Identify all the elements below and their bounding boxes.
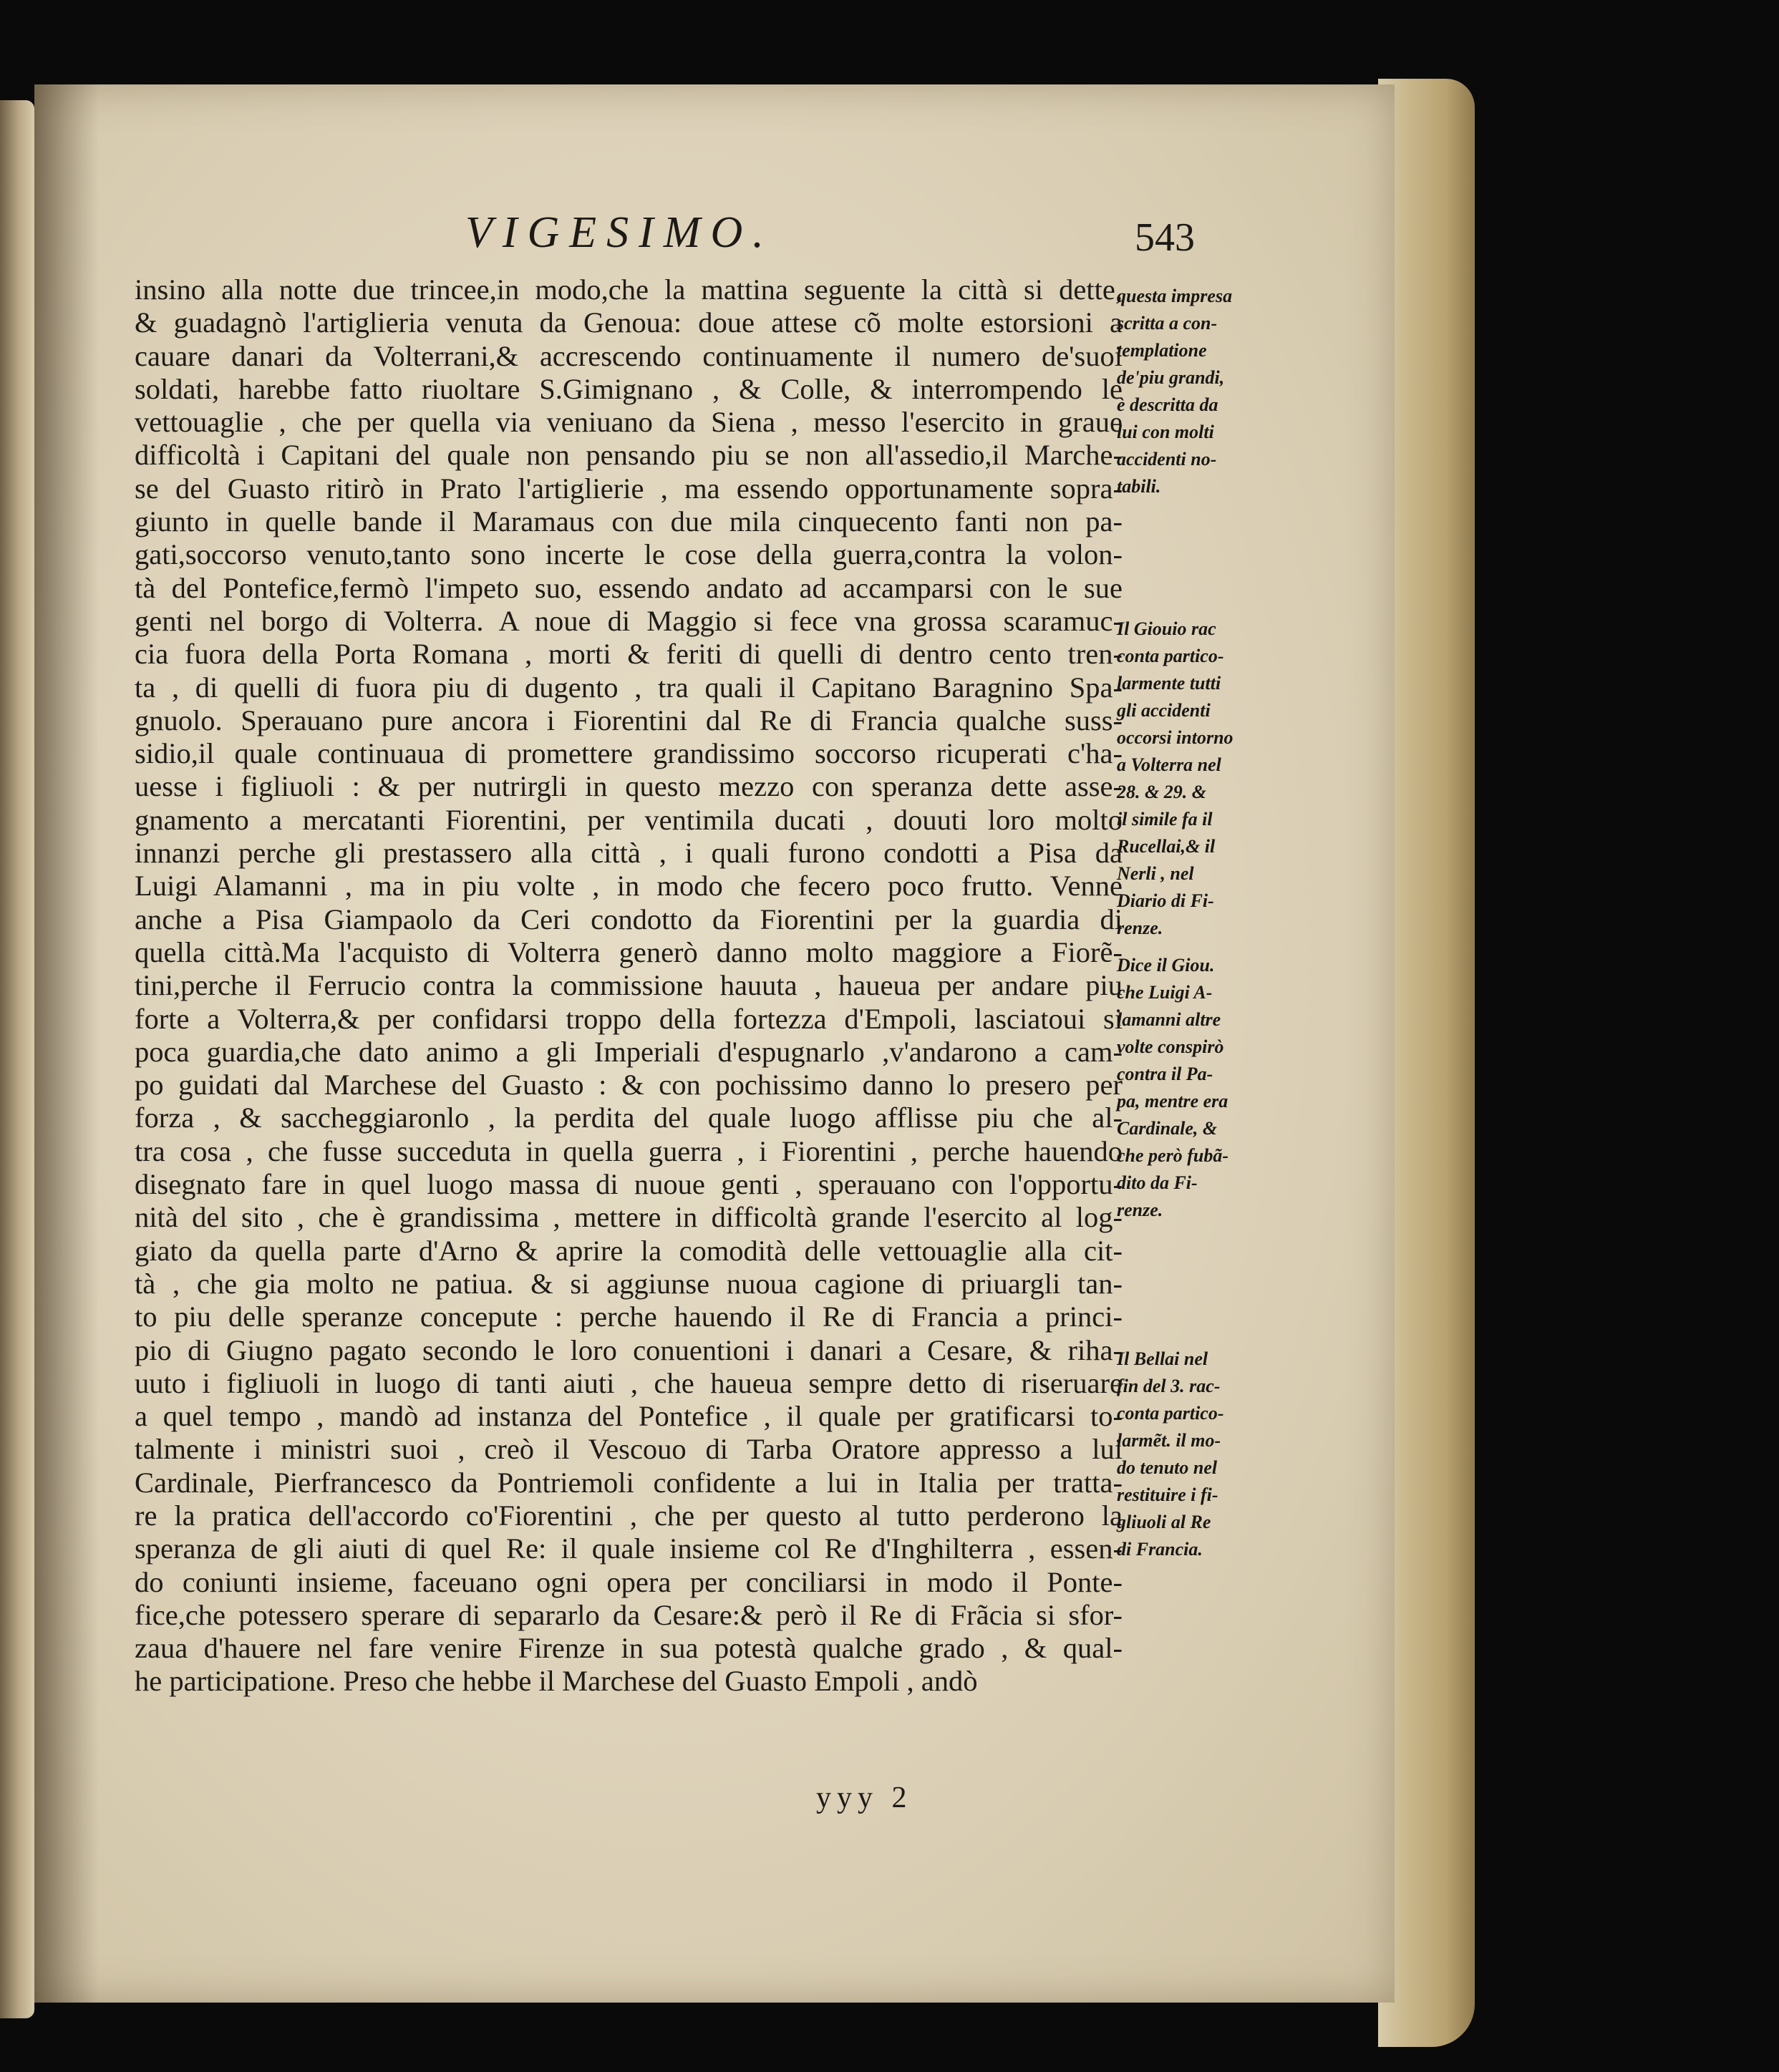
text-line: sidio,il quale continuaua di promettere grandissimo soccorso ricuperati c'ha- — [135, 737, 1123, 770]
text-line: anche a Pisa Giampaolo da Ceri condotto da Fiorentini per la guardia di — [135, 903, 1123, 935]
margin-note-line: il simile fa il — [1117, 809, 1213, 830]
margin-note-line: fin del 3. rac- — [1117, 1376, 1221, 1396]
margin-note-line: scritta a con- — [1117, 313, 1218, 334]
text-line: po guidati dal Marchese del Guasto : & con pochissimo danno lo presero per — [135, 1069, 1123, 1101]
margin-note-line: gli accidenti — [1117, 700, 1211, 721]
text-line: do coniunti insieme, faceuano ogni opera per conciliarsi in modo il Ponte- — [135, 1565, 1123, 1598]
margin-note-line: templatione — [1117, 340, 1207, 361]
margin-note-line: renze. — [1117, 918, 1163, 938]
text-line: fice,che potessero sperare di separarlo da Cesare:& però il Re di Frãcia si sfor- — [135, 1598, 1123, 1631]
text-line: soldati, harebbe fatto riuoltare S.Gimignano , & Colle, & interrompendo le — [135, 372, 1123, 405]
text-line: re la pratica dell'accordo co'Fiorentini , che per questo al tutto perderono la — [135, 1499, 1123, 1532]
text-line: uesse i figliuoli : & per nutrirgli in questo mezzo con speranza dette asse- — [135, 770, 1123, 803]
margin-note-line: è descritta da — [1117, 394, 1218, 415]
text-line: uuto i figliuoli in luogo di tanti aiuti , che haueua sempre detto di riseruare — [135, 1366, 1123, 1399]
text-line: gnamento a mercatanti Fiorentini, per ventimila ducati , douuti loro molto — [135, 803, 1123, 836]
margin-note — [1117, 1346, 1264, 1563]
margin-note-line: che Luigi A- — [1117, 982, 1213, 1003]
margin-note-line: gliuoli al Re — [1117, 1512, 1211, 1532]
gutter-shadow — [34, 84, 99, 2003]
text-line: tini,perche il Ferrucio contra la commissione hauuta , haueua per andare piu — [135, 969, 1123, 1002]
margin-note-line: larmente tutti — [1117, 673, 1221, 694]
margin-note-line: conta partico- — [1117, 1403, 1224, 1424]
text-line: nità del sito , che è grandissima , mettere in difficoltà grande l'esercito al log- — [135, 1201, 1123, 1234]
text-line: giunto in quelle bande il Maramaus con due mila cinquecento fanti non pa- — [135, 505, 1123, 538]
text-line: tà , che gia molto ne patiua. & si aggiunse nuoua cagione di priuargli tan- — [135, 1267, 1123, 1300]
text-line: pio di Giugno pagato secondo le loro conuentioni i danari a Cesare, & riha- — [135, 1333, 1123, 1366]
margin-note-line: lamanni altre — [1117, 1009, 1221, 1030]
body-text — [135, 273, 1123, 1698]
text-line: vettouaglie , che per quella via veniuano da Siena , messo l'esercito in graue — [135, 406, 1123, 439]
text-line: difficoltà i Capitani del quale non pensando piu se non all'assedio,il Marche- — [135, 439, 1123, 472]
margin-note-line: volte conspirò — [1117, 1036, 1224, 1057]
page-number: 543 — [1135, 215, 1195, 260]
text-line: speranza de gli aiuti di quel Re: il quale insieme col Re d'Inghilterra , essen- — [135, 1532, 1123, 1565]
signature-mark: yyy 2 — [816, 1781, 913, 1814]
margin-note-line: di Francia. — [1117, 1539, 1203, 1560]
text-line: genti nel borgo di Volterra. A noue di Maggio si fece vna grossa scaramuc- — [135, 604, 1123, 637]
text-line: gnuolo. Sperauano pure ancora i Fiorentini dal Re di Francia qualche suss- — [135, 704, 1123, 736]
margin-note-line: che però fubã- — [1117, 1145, 1228, 1166]
margin-note-line: Dice il Giou. — [1117, 955, 1215, 976]
text-line: quella città.Ma l'acquisto di Volterra generò danno molto maggiore a Fiorẽ- — [135, 935, 1123, 968]
text-line: ta , di quelli di fuora piu di dugento , tra quali il Capitano Baragnino Spa- — [135, 671, 1123, 704]
margin-note-line: restituire i fi- — [1117, 1484, 1218, 1505]
text-line: forte a Volterra,& per confidarsi troppo della fortezza d'Empoli, lasciatoui si — [135, 1002, 1123, 1035]
text-line: to piu delle speranze concepute : perche hauendo il Re di Francia a princi- — [135, 1300, 1123, 1333]
text-line: a quel tempo , mandò ad instanza del Pontefice , il quale per gratificarsi to- — [135, 1400, 1123, 1433]
text-line: he participatione. Preso che hebbe il Marchese del Guasto Empoli , andò — [135, 1665, 978, 1698]
text-line: Luigi Alamanni , ma in piu volte , in modo che fecero poco frutto. Venne — [135, 870, 1123, 903]
margin-note-line: Cardinale, & — [1117, 1118, 1218, 1139]
margin-note — [1117, 283, 1264, 500]
text-line: cauare danari da Volterrani,& accrescendo continuamente il numero de'suoi — [135, 339, 1123, 372]
text-line: insino alla notte due trincee,in modo,che la mattina seguente la città si dette, — [135, 273, 1123, 306]
margin-note — [1117, 952, 1264, 1224]
margin-note-line: contra il Pa- — [1117, 1064, 1213, 1084]
margin-note-line: 28. & 29. & — [1117, 782, 1206, 802]
margin-note-line: do tenuto nel — [1117, 1457, 1218, 1478]
text-line: forza , & saccheggiaronlo , la perdita del quale luogo afflisse piu che al- — [135, 1101, 1123, 1134]
margin-note — [1117, 616, 1264, 942]
text-line: tà del Pontefice,fermò l'impeto suo, essendo andato ad accamparsi con le sue — [135, 571, 1123, 604]
text-line: & guadagnò l'artiglieria venuta da Genoua: doue attese cõ molte estorsioni a — [135, 306, 1123, 339]
text-line: se del Guasto ritirò in Prato l'artiglierie , ma essendo opportunamente sopra- — [135, 472, 1123, 505]
text-line: innanzi perche gli prestassero alla città , i quali furono condotti a Pisa da — [135, 837, 1123, 870]
margin-note-line: de'piu grandi, — [1117, 367, 1225, 388]
margin-note-line: tabili. — [1117, 476, 1161, 497]
margin-note-line: Nerli , nel — [1117, 863, 1194, 884]
margin-note-line: accidenti no- — [1117, 449, 1217, 470]
margin-note-line: Il Bellai nel — [1117, 1348, 1208, 1369]
margin-note-line: conta partico- — [1117, 646, 1224, 666]
text-line: tra cosa , che fusse succeduta in quella guerra , i Fiorentini , perche hauendo — [135, 1134, 1123, 1167]
text-line: gati,soccorso venuto,tanto sono incerte le cose della guerra,contra la volon- — [135, 538, 1123, 571]
text-line: talmente i ministri suoi , creò il Vescouo di Tarba Oratore appresso a lui — [135, 1433, 1123, 1466]
text-line: poca guardia,che dato animo a gli Imperiali d'espugnarlo ,v'andarono a cam- — [135, 1035, 1123, 1068]
text-line: zaua d'hauere nel fare venire Firenze in sua potestà qualche grado , & qual- — [135, 1632, 1123, 1665]
text-line: giato da quella parte d'Arno & aprire la comodità delle vettouaglie alla cit- — [135, 1234, 1123, 1267]
text-line: disegnato fare in quel luogo massa di nuoue genti , sperauano con l'opportu- — [135, 1168, 1123, 1201]
text-line: Cardinale, Pierfrancesco da Pontriemoli confidente a lui in Italia per tratta- — [135, 1466, 1123, 1499]
text-line: cia fuora della Porta Romana , morti & feriti di quelli di dentro cento tren- — [135, 638, 1123, 671]
margin-note-line: occorsi intorno — [1117, 727, 1233, 748]
margin-note-line: questa impresa — [1117, 286, 1233, 306]
margin-note-line: Il Giouio rac — [1117, 618, 1216, 639]
margin-note-line: Rucellai,& il — [1117, 836, 1216, 857]
running-title: VIGESIMO. — [465, 208, 774, 257]
margin-note-line: renze. — [1117, 1200, 1163, 1220]
page-header — [0, 208, 1779, 272]
margin-note-line: dito da Fi- — [1117, 1172, 1198, 1193]
margin-note-line: larmẽt. il mo- — [1117, 1430, 1221, 1451]
facing-page-edge — [0, 100, 34, 2018]
margin-note-line: Diario di Fi- — [1117, 890, 1214, 911]
margin-note-line: pa, mentre era — [1117, 1091, 1228, 1112]
margin-note-line: a Volterra nel — [1117, 754, 1221, 775]
margin-note-line: lui con molti — [1117, 422, 1214, 442]
